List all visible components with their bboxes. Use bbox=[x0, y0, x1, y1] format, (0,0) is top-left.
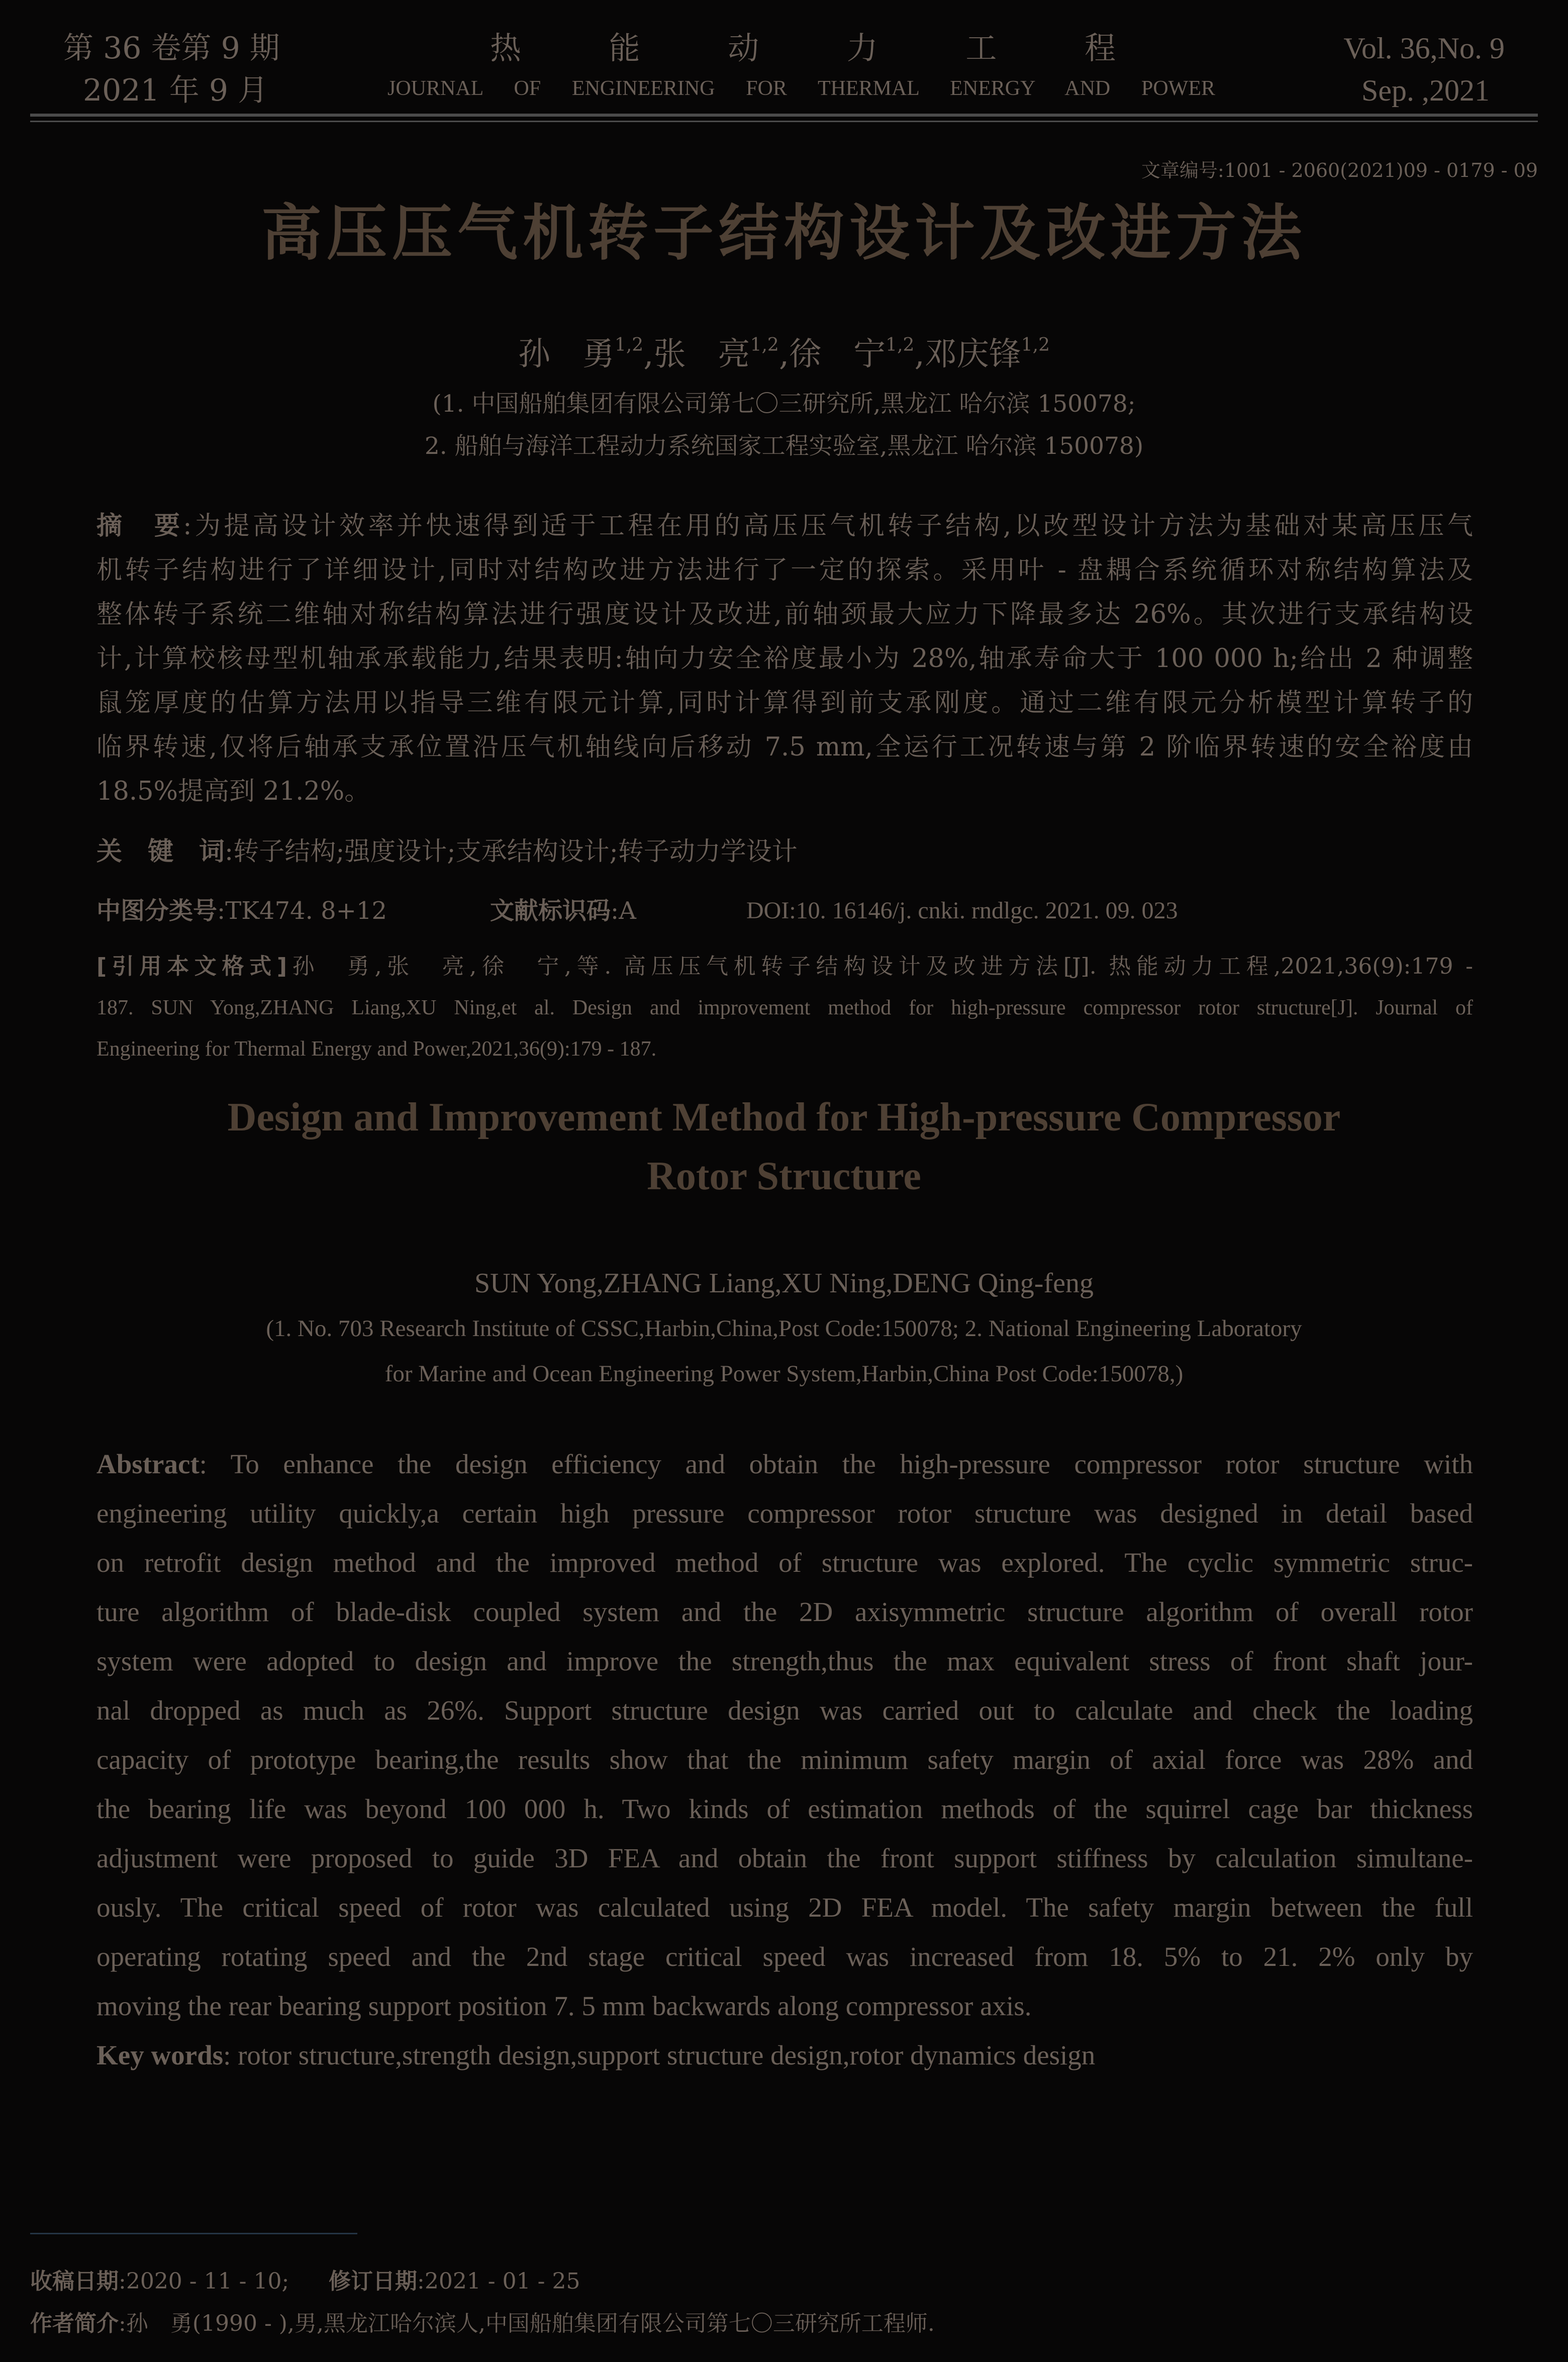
abstract-line: 机转子结构进行了详细设计,同时对结构改进方法进行了一定的探索。采用叶 - 盘耦合系统循环对称结构算法及 bbox=[96, 555, 1473, 585]
affiliation-line: for Marine and Ocean Engineering Power System,Harbin,China Post Code:150078,) bbox=[384, 1361, 1184, 1387]
title-en-line: Design and Improvement Method for High-pressure Compressor bbox=[227, 1095, 1341, 1140]
author-bio-text: :孙 勇(1990 - ),男,黑龙江哈尔滨人,中国船舶集团有限公司第七〇三研究所工程师. bbox=[119, 2311, 935, 2336]
document-code bbox=[490, 891, 636, 931]
volume-issue-cn: 第 36 卷第 9 期 bbox=[63, 31, 280, 66]
abstract-line: on retrofit design method and the improved method of structure was explored. The cyclic symmetric struc- bbox=[96, 1547, 1473, 1578]
abstract-text: :为提高设计效率并快速得到适于工程在用的高压压气机转子结构,以改型设计方法为基础对某高压压气 bbox=[183, 511, 1473, 541]
document-code-value: :A bbox=[611, 897, 636, 925]
affiliations-cn bbox=[0, 383, 1568, 467]
received-date bbox=[30, 2264, 289, 2299]
clc-label: 中图分类号 bbox=[96, 897, 218, 925]
abstract-label-en: Abstract bbox=[96, 1449, 200, 1479]
keywords-text-en: : rotor structure,strength design,support structure design,rotor dynamics design bbox=[223, 2040, 1096, 2070]
title-cn: 高压压气机转子结构设计及改进方法 bbox=[261, 199, 1307, 268]
abstract-text: : To enhance the design efficiency and obtain the high-pressure compressor rotor structure with bbox=[199, 1449, 1473, 1479]
received-label: 收稿日期 bbox=[30, 2269, 119, 2294]
keywords-label-en: Key words bbox=[96, 2040, 224, 2070]
author-list-en: SUN Yong,ZHANG Liang,XU Ning,DENG Qing-feng bbox=[474, 1268, 1094, 1299]
header-rule-thin bbox=[30, 121, 1538, 122]
revised-value: :2021 - 01 - 25 bbox=[417, 2269, 580, 2294]
article-number: 文章编号:1001 - 2060(2021)09 - 0179 - 09 bbox=[1141, 159, 1538, 181]
abstract-label-cn: 摘 要 bbox=[96, 511, 183, 541]
abstract-en bbox=[96, 1440, 1473, 2031]
abstract-line bbox=[96, 504, 1473, 548]
citation-line: 187. SUN Yong,ZHANG Liang,XU Ning,et al. Design and improvement method for high-pressure compressor rotor structure[J]. Journal of bbox=[96, 996, 1473, 1019]
citation-text: 孙 勇,张 亮,徐 宁,等. 高压压气机转子结构设计及改进方法[J]. 热能动力工程,2021,36(9):179 - bbox=[286, 954, 1473, 979]
title-en bbox=[0, 1088, 1568, 1206]
doi: DOI:10. 16146/j. cnki. rndlgc. 2021. 09. 023 bbox=[746, 897, 1178, 924]
revised-label: 修订日期 bbox=[329, 2269, 417, 2294]
abstract-line: 18.5%提高到 21.2%。 bbox=[96, 777, 370, 806]
affiliations-en bbox=[0, 1306, 1568, 1396]
author-separator: , bbox=[643, 336, 654, 373]
affiliation-mark: 1,2 bbox=[750, 335, 779, 355]
author-name: 徐 宁 bbox=[789, 336, 886, 373]
abstract-line: 计,计算校核母型机轴承承载能力,结果表明:轴向力安全裕度最小为 28%,轴承寿命大于 100 000 h;给出 2 种调整 bbox=[96, 644, 1473, 674]
author-separator: , bbox=[778, 336, 790, 373]
abstract-line: 鼠笼厚度的估算方法用以指导三维有限元计算,同时计算得到前支承刚度。通过二维有限元分析模型计算转子的 bbox=[96, 688, 1473, 718]
abstract-line: engineering utility quickly,a certain high pressure compressor rotor structure was designed in detail based bbox=[96, 1498, 1473, 1529]
keywords-text-cn: :转子结构;强度设计;支承结构设计;转子动力学设计 bbox=[225, 837, 798, 867]
citation-block bbox=[96, 946, 1473, 1070]
abstract-line bbox=[96, 1440, 1473, 1489]
abstract-line: ture algorithm of blade-disk coupled system and the 2D axisymmetric structure algorithm of overall rotor bbox=[96, 1596, 1473, 1627]
author-list-cn bbox=[0, 332, 1568, 377]
abstract-line: 整体转子系统二维轴对称结构算法进行强度设计及改进,前轴颈最大应力下降最多达 26%。其次进行支承结构设 bbox=[96, 600, 1473, 629]
abstract-line: capacity of prototype bearing,the results show that the minimum safety margin of axial force was 28% and bbox=[96, 1744, 1473, 1775]
affiliation-line: 2. 船舶与海洋工程动力系统国家工程实验室,黑龙江 哈尔滨 150078) bbox=[424, 432, 1144, 460]
footnote-rule bbox=[30, 2233, 357, 2234]
affiliation-mark: 1,2 bbox=[886, 335, 915, 355]
abstract-line: system were adopted to design and improve the strength,thus the max equivalent stress of front shaft jour- bbox=[96, 1646, 1473, 1676]
journal-name-en: JOURNAL OF ENGINEERING FOR THERMAL ENERGY AND POWER bbox=[387, 77, 1215, 100]
abstract-line: adjustment were proposed to guide 3D FEA and obtain the front support stiffness by calculation simultane- bbox=[96, 1843, 1473, 1873]
citation-line bbox=[96, 946, 1473, 987]
keywords-label-cn: 关 键 词 bbox=[96, 837, 225, 867]
received-value: :2020 - 11 - 10; bbox=[119, 2269, 289, 2294]
affiliation-line: (1. 中国船舶集团有限公司第七〇三研究所,黑龙江 哈尔滨 150078; bbox=[432, 390, 1136, 418]
author-bio bbox=[30, 2306, 935, 2341]
issue-date-en: Sep. ,2021 bbox=[1361, 74, 1490, 107]
clc-number bbox=[96, 891, 387, 931]
citation-line: Engineering for Thermal Energy and Power,2021,36(9):179 - 187. bbox=[96, 1037, 657, 1061]
author-bio-label: 作者简介 bbox=[30, 2311, 119, 2336]
abstract-line: operating rotating speed and the 2nd stage critical speed was increased from 18. 5% to 21. 2% only by bbox=[96, 1941, 1473, 1972]
affiliation-mark: 1,2 bbox=[614, 335, 644, 355]
affiliation-mark: 1,2 bbox=[1021, 335, 1050, 355]
abstract-line: nal dropped as much as 26%. Support structure design was carried out to calculate and check the loading bbox=[96, 1695, 1473, 1726]
author-separator: , bbox=[914, 336, 925, 373]
citation-label: [引用本文格式] bbox=[96, 954, 287, 979]
abstract-line: the bearing life was beyond 100 000 h. Two kinds of estimation methods of the squirrel cage bar thickness bbox=[96, 1793, 1473, 1824]
keywords-en bbox=[96, 2031, 1473, 2080]
title-en-line: Rotor Structure bbox=[647, 1154, 921, 1198]
clc-value: :TK474. 8+12 bbox=[217, 897, 387, 925]
author-name: 张 亮 bbox=[653, 336, 750, 373]
journal-name-cn: 热 能 动 力 工 程 bbox=[490, 31, 1116, 66]
author-name: 邓庆锋 bbox=[924, 336, 1021, 373]
issue-date-cn: 2021 年 9 月 bbox=[83, 73, 268, 108]
keywords-cn bbox=[96, 832, 1473, 872]
author-name: 孙 勇 bbox=[518, 336, 615, 373]
abstract-cn bbox=[96, 504, 1473, 814]
abstract-line: 临界转速,仅将后轴承支承位置沿压气机轴线向后移动 7.5 mm,全运行工况转速与第 2 阶临界转速的安全裕度由 bbox=[96, 732, 1473, 762]
abstract-line: ously. The critical speed of rotor was calculated using 2D FEA model. The safety margin between the full bbox=[96, 1892, 1473, 1923]
volume-issue-en: Vol. 36,No. 9 bbox=[1343, 32, 1505, 65]
abstract-line: moving the rear bearing support position 7. 5 mm backwards along compressor axis. bbox=[96, 1991, 1032, 2021]
affiliation-line: (1. No. 703 Research Institute of CSSC,Harbin,China,Post Code:150078; 2. National Engineering Laboratory bbox=[266, 1315, 1302, 1342]
revised-date bbox=[329, 2264, 580, 2299]
header-rule-thick bbox=[30, 114, 1538, 117]
document-code-label: 文献标识码 bbox=[490, 897, 611, 925]
